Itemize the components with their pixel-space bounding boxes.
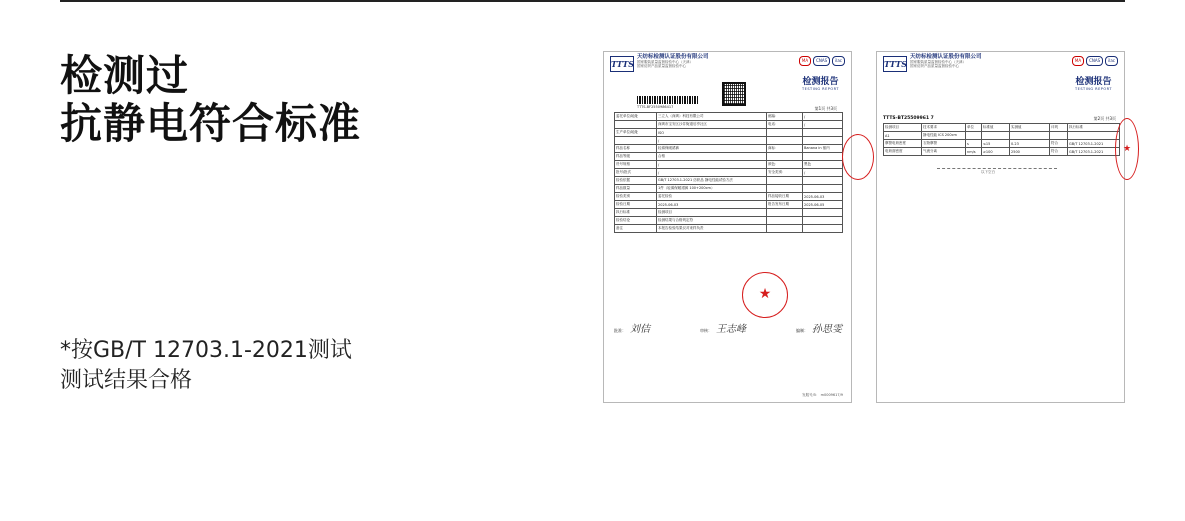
- table-cell: [803, 185, 843, 193]
- table-row: [615, 161, 843, 169]
- table-row: [615, 217, 843, 225]
- table-cell: [767, 225, 803, 233]
- table-cell: 轻薄保暖裙裤: [657, 145, 767, 153]
- table-row: [615, 193, 843, 201]
- table-cell: Banana in 蕉内: [803, 145, 843, 153]
- table-cell: [803, 209, 843, 217]
- table-cell: nm/s: [966, 148, 982, 156]
- table-row: [615, 201, 843, 209]
- table-cell: [1050, 132, 1068, 140]
- table-cell: [803, 225, 843, 233]
- table-cell: 黑色: [803, 161, 843, 169]
- table-cell: 邮编：: [767, 113, 803, 121]
- table-cell: 本报告检验结果仅对来样负责: [657, 225, 767, 233]
- table-cell: /: [657, 161, 767, 169]
- table-cell: [803, 217, 843, 225]
- table-row: [884, 148, 1120, 156]
- report-title-cn: 检测报告: [802, 77, 839, 87]
- table-cell: GB/T 12703.1-2021 纺织品 静电性能试验方法: [657, 177, 767, 185]
- table-cell: [615, 121, 657, 129]
- end-divider: [937, 168, 1057, 169]
- company-sub-1: 国家服装质量监督检验中心（天津）: [637, 60, 693, 64]
- end-blank-note: 以下空白: [981, 170, 995, 174]
- table-row: [615, 177, 843, 185]
- table-cell: A1: [884, 132, 922, 140]
- table-cell: 0.23: [1010, 140, 1050, 148]
- table-cell: GB/T 12703.1-2021: [1068, 148, 1120, 156]
- table-cell: 静电性能 ICS 200cm: [922, 132, 966, 140]
- report-title: [1075, 74, 1112, 91]
- table-cell: 单位: [966, 124, 982, 132]
- table-cell: [767, 209, 803, 217]
- table-row: [615, 225, 843, 233]
- table-cell: /: [803, 113, 843, 121]
- company-block: [910, 54, 982, 68]
- ilac-mark: ilac: [832, 56, 845, 66]
- editor: [796, 320, 842, 335]
- table-cell: 实测值: [1010, 124, 1050, 132]
- table-row: [615, 209, 843, 217]
- table-cell: 安全类别：: [767, 169, 803, 177]
- table-cell: 深圳市宝安区沙井街道后亭社区: [657, 121, 767, 129]
- table-cell: [982, 132, 1010, 140]
- table-cell: ≥100: [982, 148, 1010, 156]
- cert-marks: [799, 56, 845, 66]
- barcode: [637, 96, 699, 104]
- table-cell: 2025-06-03: [657, 201, 767, 209]
- table-cell: 检验依据: [615, 177, 657, 185]
- table-cell: 标准值: [982, 124, 1010, 132]
- table-cell: 摩擦电荷密度: [884, 140, 922, 148]
- table-cell: 备注: [615, 225, 657, 233]
- seal-star-icon: ★: [758, 286, 772, 302]
- table-cell: 执行标准: [1068, 124, 1120, 132]
- ilac-mark: ilac: [1105, 56, 1118, 66]
- page-number: 第2页 共3页: [1093, 116, 1116, 121]
- company-name: 天纺标检测认证股份有限公司: [910, 54, 982, 60]
- report-footer: 发服号/5： m0009617/9: [802, 393, 843, 397]
- report-title: [802, 74, 839, 91]
- seal-star-icon: ★: [1122, 144, 1132, 154]
- table-cell: 符合: [1050, 148, 1068, 156]
- table-row: [615, 153, 843, 161]
- company-sub-1: 国家服装质量监督检验中心（天津）: [910, 60, 966, 64]
- table-row: [615, 129, 843, 137]
- table-cell: 商标：: [767, 145, 803, 153]
- report-page-2: [876, 51, 1132, 403]
- cma-mark: MA: [1072, 56, 1084, 66]
- headline: [60, 52, 361, 148]
- table-cell: 2025-06-03: [803, 193, 843, 201]
- report-title-en: TESTING REPORT: [801, 87, 839, 91]
- report-title-en: TESTING REPORT: [1074, 87, 1112, 91]
- table-cell: 检验日期: [615, 201, 657, 209]
- table-cell: [767, 137, 803, 145]
- table-cell: 评判: [1050, 124, 1068, 132]
- test-note-line-2: 测试结果合格: [60, 368, 193, 393]
- reviewer-label: 审核：: [700, 328, 712, 333]
- report-number: TTTS-BT25509961 7: [883, 116, 934, 121]
- approver: [614, 320, 650, 335]
- table-cell: 委托检验: [657, 193, 767, 201]
- reviewer: [700, 320, 746, 335]
- table-cell: 货号规格: [615, 161, 657, 169]
- company-sub-2: 国家纺织产品质量监督检验中心: [637, 64, 686, 68]
- table-cell: ISO: [657, 129, 767, 137]
- table-row: [615, 185, 843, 193]
- table-cell: [1010, 132, 1050, 140]
- company-block: [637, 54, 709, 68]
- table-row: [884, 124, 1120, 132]
- table-cell: 三立人（深圳）科技有限公司: [657, 113, 767, 121]
- table-cell: 合格: [657, 153, 767, 161]
- report-page-1: [603, 51, 852, 403]
- table-cell: [767, 185, 803, 193]
- table-cell: [803, 177, 843, 185]
- table-cell: 批号/批次: [615, 169, 657, 177]
- table-cell: /: [657, 169, 767, 177]
- table-row: [884, 132, 1120, 140]
- table-cell: s: [966, 140, 982, 148]
- company-sub-2: 国家纺织产品质量监督检验中心: [910, 64, 959, 68]
- table-row: [884, 140, 1120, 148]
- report-title-cn: 检测报告: [1075, 77, 1112, 87]
- table-cell: 样品接收日期: [767, 193, 803, 201]
- table-cell: 检测项目: [884, 124, 922, 132]
- top-divider: [60, 0, 1125, 2]
- cnas-mark: CNAS: [1086, 56, 1103, 66]
- table-cell: 样品数量: [615, 185, 657, 193]
- table-cell: ≤15: [982, 140, 1010, 148]
- table-cell: [767, 129, 803, 137]
- barcode-number: TTTS-BF2550986417: [637, 105, 674, 109]
- table-cell: 检验结论: [615, 217, 657, 225]
- table-cell: /: [803, 169, 843, 177]
- table-cell: 气流分离: [922, 148, 966, 156]
- seam-stamp: [842, 134, 874, 180]
- cma-mark: MA: [799, 56, 811, 66]
- table-cell: [803, 137, 843, 145]
- table-cell: 1件（轻薄保暖裙裤 100+200cm）: [657, 185, 767, 193]
- table-cell: 电荷面密度: [884, 148, 922, 156]
- headline-line-2: 抗静电符合标准: [60, 99, 362, 148]
- table-cell: 符合: [1050, 140, 1068, 148]
- editor-signature: 孙思雯: [812, 324, 842, 335]
- company-name: 天纺标检测认证股份有限公司: [637, 54, 709, 60]
- table-cell: [767, 177, 803, 185]
- table-cell: 报告发布日期: [767, 201, 803, 209]
- table-cell: 2025-06-05: [803, 201, 843, 209]
- table-row: [615, 137, 843, 145]
- signature-row: [614, 320, 842, 335]
- table-cell: /: [803, 121, 843, 129]
- table-row: [615, 113, 843, 121]
- table-cell: 检验类别: [615, 193, 657, 201]
- table-cell: 生产单位/地址: [615, 129, 657, 137]
- approver-signature: 刘佶: [630, 324, 650, 335]
- table-cell: 执行标准: [615, 209, 657, 217]
- test-note-line-1: *按GB/T 12703.1-2021测试: [60, 338, 352, 363]
- test-results-table: [883, 123, 1120, 156]
- ttts-logo: TTTS: [610, 56, 634, 72]
- table-cell: [803, 153, 843, 161]
- cnas-mark: CNAS: [813, 56, 830, 66]
- table-cell: GB/T 12703.1-2021: [1068, 140, 1120, 148]
- test-note: [60, 336, 352, 396]
- table-cell: 样品等级: [615, 153, 657, 161]
- page-number: 第1页 共3页: [814, 106, 837, 111]
- table-cell: /: [657, 137, 767, 145]
- table-cell: [767, 153, 803, 161]
- table-row: [615, 145, 843, 153]
- table-cell: [1068, 132, 1120, 140]
- seam-stamp: [1115, 118, 1139, 180]
- table-cell: 检测项目: [657, 209, 767, 217]
- table-cell: 衣物摩擦: [922, 140, 966, 148]
- table-cell: 检测结果与合格判定符: [657, 217, 767, 225]
- table-row: [615, 169, 843, 177]
- table-cell: [767, 217, 803, 225]
- table-cell: [803, 129, 843, 137]
- table-row: [615, 121, 843, 129]
- table-cell: 颜色：: [767, 161, 803, 169]
- cert-marks: [1072, 56, 1118, 66]
- table-cell: 委托单位/地址: [615, 113, 657, 121]
- table-cell: 2500: [1010, 148, 1050, 156]
- headline-line-1: 检测过: [60, 51, 190, 100]
- table-cell: [966, 132, 982, 140]
- approver-label: 批准：: [614, 328, 626, 333]
- official-seal-stamp: [742, 272, 788, 318]
- table-cell: 电话：: [767, 121, 803, 129]
- editor-label: 编制：: [796, 328, 808, 333]
- qr-code: [722, 82, 746, 106]
- table-cell: [615, 137, 657, 145]
- table-cell: 样品名称: [615, 145, 657, 153]
- ttts-logo: TTTS: [883, 56, 907, 72]
- report-info-table: [614, 112, 843, 233]
- reviewer-signature: 王志峰: [716, 324, 746, 335]
- table-cell: 技术要求: [922, 124, 966, 132]
